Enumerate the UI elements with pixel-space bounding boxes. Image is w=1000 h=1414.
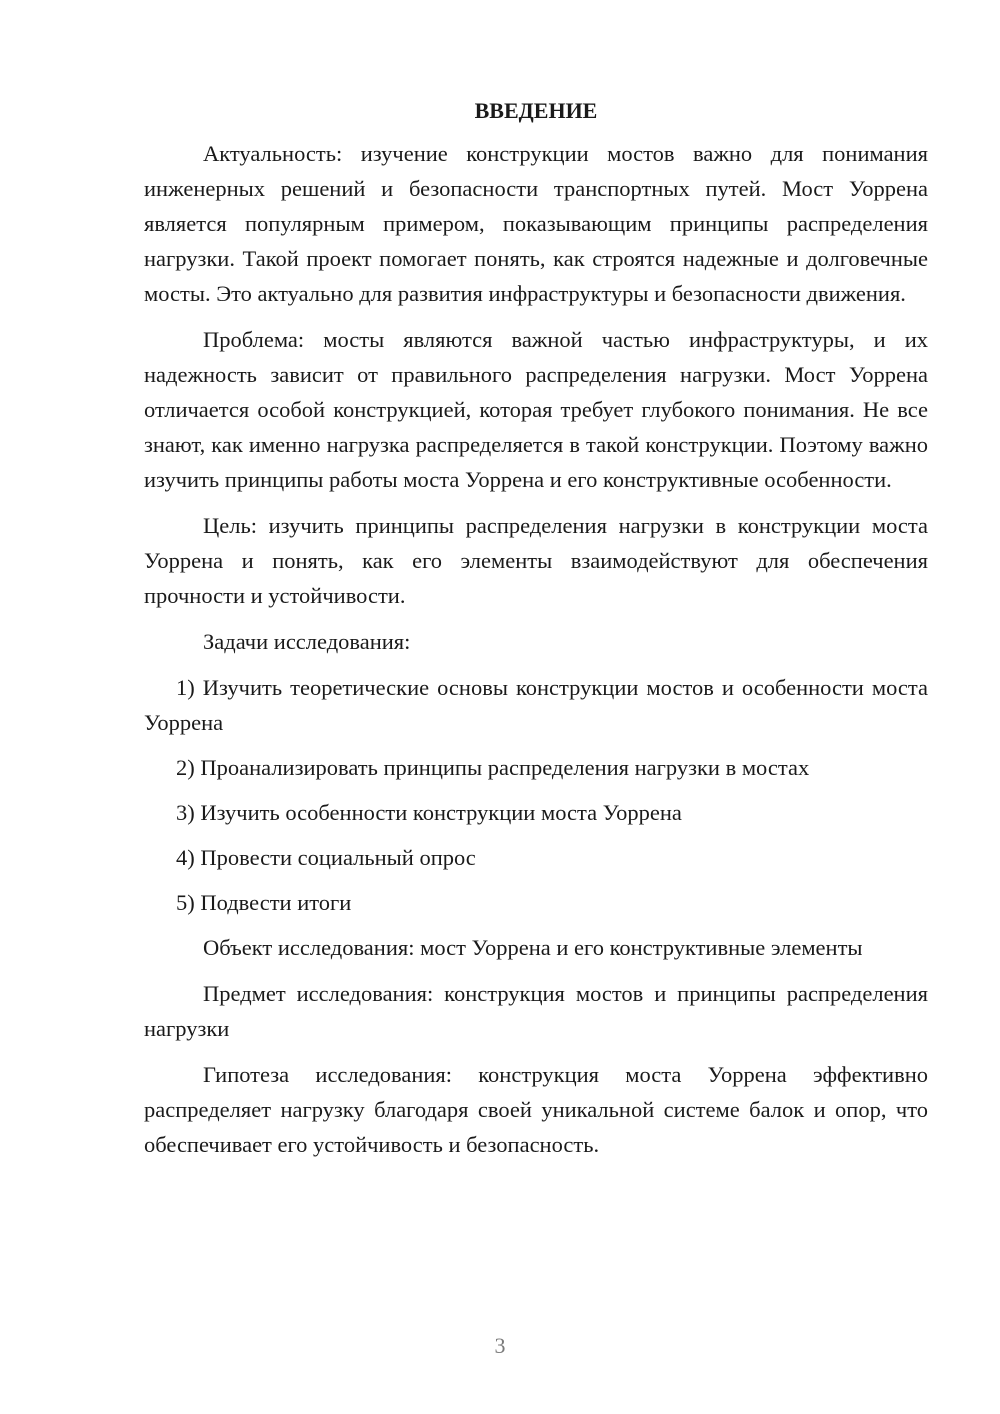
task-item: 2) Проанализировать принципы распределения нагрузки в мостах [176, 755, 810, 780]
paragraph-goal: Цель: изучить принципы распределения нагрузки в конструкции моста Уоррена и понять, как его элементы взаимодействуют для обеспечения прочности и устойчивости. [144, 513, 928, 608]
paragraph-problem: Проблема: мосты являются важной частью инфраструктуры, и их надежность зависит от правильного распределения нагрузки. Мост Уоррена отличается особой конструкцией, которая требует глубокого понимания. Не все знают, как именно нагрузка распределяется в такой конструкции. Поэтому важно изучить принципы работы моста Уоррена и его конструктивные особенности. [144, 327, 928, 492]
paragraph-relevance: Актуальность: изучение конструкции мостов важно для понимания инженерных решений и безопасности транспортных путей. Мост Уоррена является популярным примером, показывающим принципы распределения нагрузки. Такой проект помогает понять, как строятся надежные и долговечные мосты. Это актуально для развития инфраструктуры и безопасности движения. [144, 141, 928, 306]
paragraph-subject: Предмет исследования: конструкция мостов и принципы распределения нагрузки [144, 981, 928, 1041]
task-item: 5) Подвести итоги [176, 890, 352, 915]
task-item: 4) Провести социальный опрос [176, 845, 476, 870]
page-number: 3 [494, 1333, 506, 1358]
task-item: 3) Изучить особенности конструкции моста Уоррена [176, 800, 682, 825]
paragraph-object: Объект исследования: мост Уоррена и его конструктивные элементы [203, 935, 863, 960]
paragraph-hypothesis: Гипотеза исследования: конструкция моста Уоррена эффективно распределяет нагрузку благодаря своей уникальной системе балок и опор, что обеспечивает его устойчивость и безопасность. [144, 1062, 928, 1157]
document-page [144, 96, 928, 1173]
section-title: ВВЕДЕНИЕ [474, 98, 598, 123]
paragraph-tasks-heading: Задачи исследования: [203, 629, 411, 654]
task-item: 1) Изучить теоретические основы конструкции мостов и особенности моста Уоррена [144, 675, 928, 735]
